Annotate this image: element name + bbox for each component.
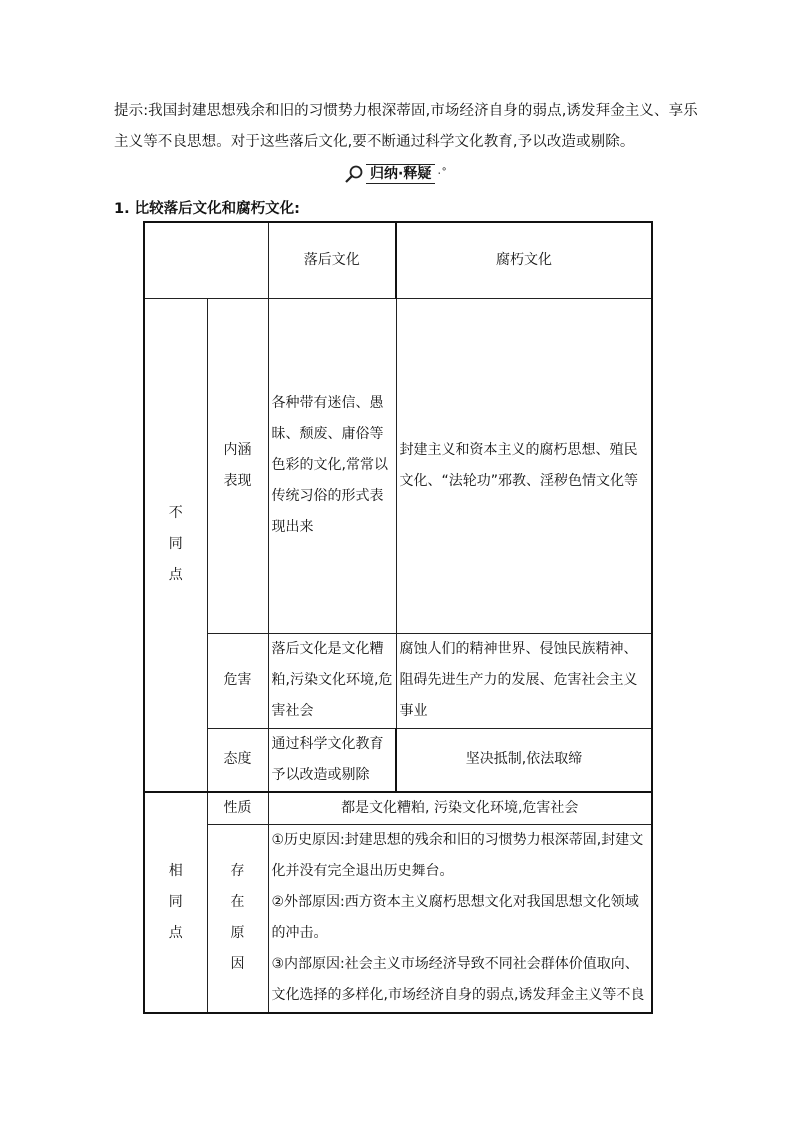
diff-group-label <box>144 298 207 792</box>
attitude-backward: 通过科学文化教育予以改造或剔除 <box>268 728 396 792</box>
diff-char-3: 点 <box>168 567 183 584</box>
magnifier-icon <box>344 164 366 184</box>
nature-text: 都是文化糟粕, 污染文化环境,危害社会 <box>268 792 652 825</box>
row-label-nature: 性质 <box>207 792 268 825</box>
reason-line: 化并没有完全退出历史舞台。 <box>271 863 454 879</box>
diff-row-harm <box>144 633 652 728</box>
diff-char-1: 不 <box>168 505 183 522</box>
same-char-3: 点 <box>168 924 183 941</box>
same-row-reasons <box>144 825 652 1013</box>
reasons-char-1: 存 <box>230 863 245 880</box>
section-heading: 1. 比较落后文化和腐朽文化: <box>114 201 300 217</box>
same-char-2: 同 <box>168 893 183 910</box>
intro-line-1: 提示:我国封建思想残余和旧的习惯势力根深蒂固,市场经济自身的弱点,诱发拜金主义、享乐 <box>114 103 698 119</box>
reasons-text <box>268 825 652 1013</box>
sparkle-icon: ‧˚ <box>437 167 448 181</box>
header-empty-cell <box>144 222 268 298</box>
summary-badge <box>344 164 447 184</box>
harm-decadent: 腐蚀人们的精神世界、侵蚀民族精神、阻碍先进生产力的发展、危害社会主义事业 <box>396 633 652 728</box>
row-label-content <box>207 298 268 633</box>
reasons-char-3: 原 <box>230 925 245 942</box>
content-backward: 各种带有迷信、愚昧、颓废、庸俗等色彩的文化,常常以传统习俗的形式表现出来 <box>268 298 396 633</box>
row-label-reasons <box>207 825 268 1013</box>
row-label-content-1: 内涵 <box>223 441 252 458</box>
content-decadent: 封建主义和资本主义的腐朽思想、殖民文化、“法轮功”邪教、淫秽色情文化等 <box>396 298 652 633</box>
reasons-char-4: 因 <box>230 956 245 973</box>
same-char-1: 相 <box>168 862 183 879</box>
reason-line: ③内部原因:社会主义市场经济导致不同社会群体价值取向、 <box>271 956 639 972</box>
reason-line: 文化选择的多样化,市场经济自身的弱点,诱发拜金主义等不良 <box>271 987 645 1003</box>
reasons-char-2: 在 <box>230 894 245 911</box>
intro-line-2: 主义等不良思想。对于这些落后文化,要不断通过科学文化教育,予以改造或剔除。 <box>114 134 635 150</box>
diff-row-attitude <box>144 728 652 792</box>
same-row-nature <box>144 792 652 825</box>
harm-backward: 落后文化是文化糟粕,污染文化环境,危害社会 <box>268 633 396 728</box>
diff-char-2: 同 <box>168 536 183 553</box>
row-label-harm: 危害 <box>207 633 268 728</box>
badge-label: 归纳·释疑 <box>366 164 435 184</box>
comparison-table <box>143 221 653 1014</box>
reason-line: 的冲击。 <box>271 925 328 941</box>
row-label-content-2: 表现 <box>223 472 252 489</box>
header-backward-culture: 落后文化 <box>268 222 396 298</box>
diff-row-content <box>144 298 652 633</box>
row-label-attitude: 态度 <box>207 728 268 792</box>
reason-line: ②外部原因:西方资本主义腐朽思想文化对我国思想文化领域 <box>271 894 639 910</box>
attitude-decadent: 坚决抵制,依法取缔 <box>396 728 652 792</box>
same-group-label <box>144 792 207 1013</box>
header-row <box>144 222 652 298</box>
header-decadent-culture: 腐朽文化 <box>396 222 652 298</box>
reason-line: ①历史原因:封建思想的残余和旧的习惯势力根深蒂固,封建文 <box>271 832 644 848</box>
